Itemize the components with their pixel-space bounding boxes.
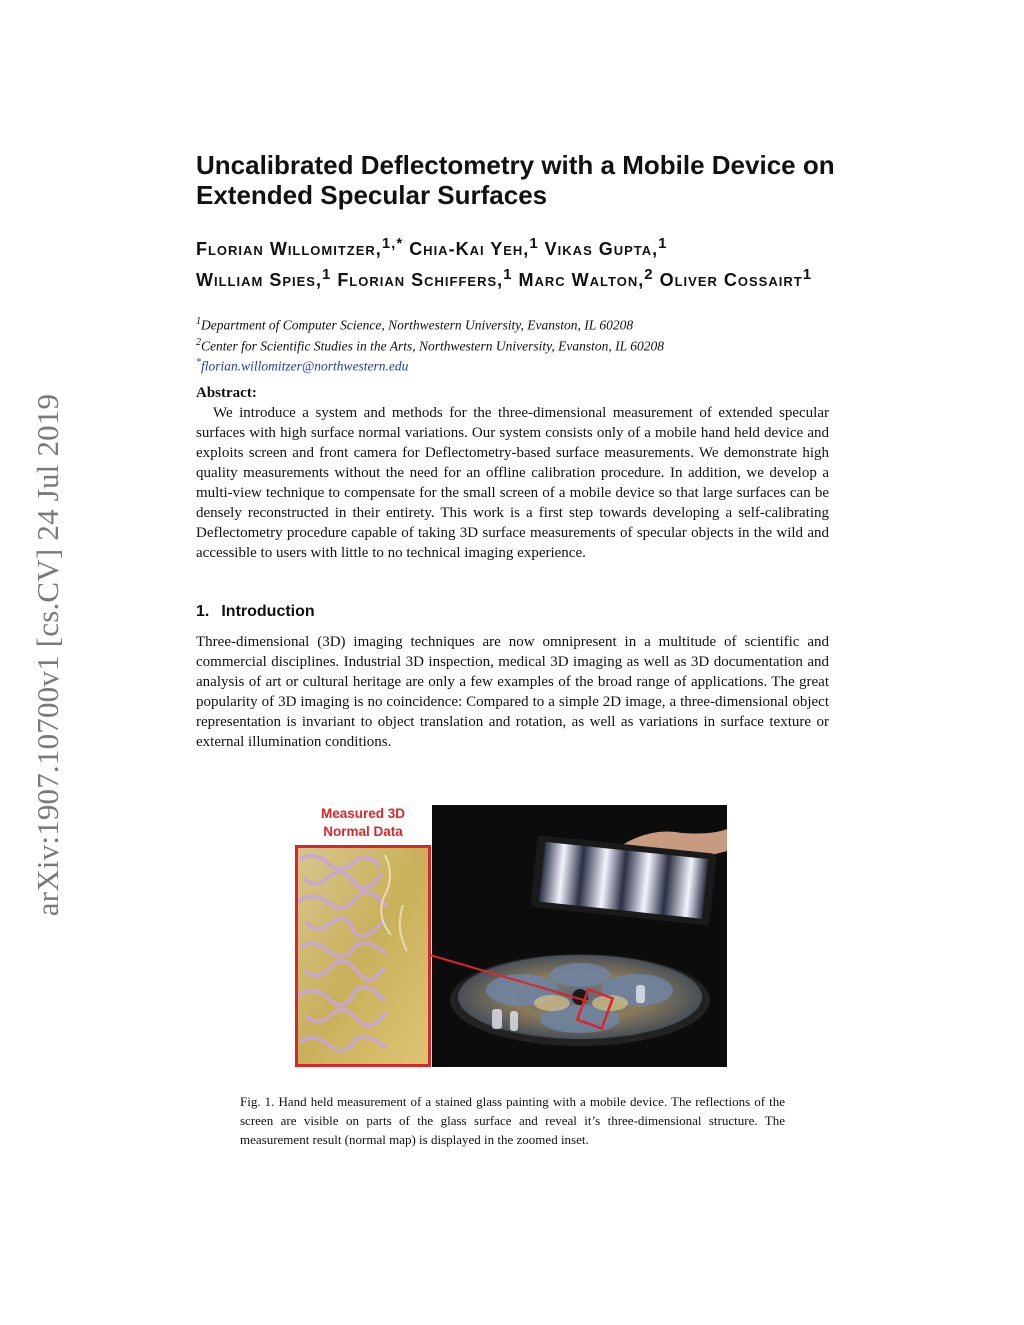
author: Florian Schiffers,$^1$ [337,266,513,290]
abstract-text: We introduce a system and methods for the three-dimensional measurement of extended specular surfaces with high surface normal variations. Our system consists only of a mobile hand held device and exploits screen and front camera for Deflectometry-based surface measurements. We demonstrate high quality measurements without the need for an offline calibration procedure. In addition, we develop a multi-view technique to compensate for the small screen of a mobile device so that large surfaces can be densely reconstructed in their entirety. This work is a first step towards developing a self-calibrating Deflectometry procedure capable of taking 3D surface measurements of specular objects in the wild and accessible to users with little to no technical imaging experience. [196,405,829,561]
figure-caption: Fig. 1. Hand held measurement of a stained glass painting with a mobile device. The reflections of the screen are visible on parts of the glass surface and reveal it’s three-dimensional structure. The measurement result (normal map) is displayed in the zoomed inset. [240,1094,785,1147]
paper-title: Uncalibrated Deflectometry with a Mobile Device on Extended Specular Surfaces [196,150,835,210]
arxiv-identifier [28,365,68,945]
author: Chia-Kai Yeh,$^1$ [409,235,539,259]
figure-1 [295,805,727,1067]
section-heading [196,603,315,621]
zoom-connector [295,805,727,1067]
author: Florian Willomitzer,$^{1,*}$ [196,235,404,259]
introduction-text: Three-dimensional (3D) imaging techniques are now omnipresent in a multitude of scientific and commercial disciplines. Industrial 3D inspection, medical 3D imaging as well as 3D documentation and analysis of art or cultural heritage are only a few examples of the broad range of applications. The great popularity of 3D imaging is no coincidence: Compared to a simple 2D image, a three-dimensional object representation is invariant to object translation and rotation, as well as variations in surface texture or external illumination conditions. [196,634,829,750]
author-list [196,231,836,293]
author: William Spies,$^1$ [196,266,332,290]
inset-label: Measured 3D Normal Data [320,806,406,839]
author: Oliver Cossairt$^1$ [659,266,813,290]
contact-email[interactable]: *florian.willomitzer@northwestern.edu [196,357,409,374]
author: Marc Walton,$^2$ [518,266,654,290]
section-title: Introduction [221,603,315,620]
author: Vikas Gupta,$^1$ [544,235,668,259]
arxiv-identifier-text: arXiv:1907.10700v1 [cs.CV] 24 Jul 2019 [30,393,65,917]
affiliation: $^1$Department of Computer Science, Northwestern University, Evanston, IL 60208 [196,316,634,333]
affiliations [196,313,836,375]
affiliation: $^2$Center for Scientific Studies in the Arts, Northwestern University, Evanston, IL 60208 [196,336,664,353]
section-number: 1. [196,603,210,620]
abstract-heading: Abstract: [196,385,257,401]
